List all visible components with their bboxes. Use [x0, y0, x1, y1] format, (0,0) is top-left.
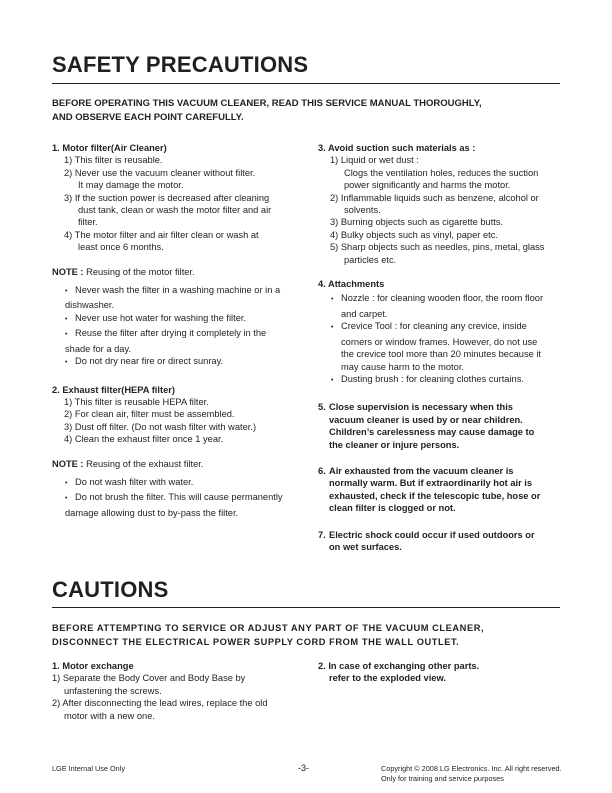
- cautions-right-column: [318, 660, 568, 685]
- motor-filter-note: [52, 266, 302, 278]
- list-item-continued: solvents.: [344, 205, 381, 216]
- list-item: 1) Separate the Body Cover and Body Base by: [52, 673, 246, 684]
- list-item-continued: filter.: [78, 217, 98, 228]
- cautions-title: CAUTIONS: [52, 577, 169, 602]
- list-item: 2) Never use the vacuum cleaner without filter.: [64, 167, 256, 178]
- bullet-icon: •: [65, 288, 68, 296]
- page-number: -3-: [298, 763, 309, 773]
- supervision-heading: 5. Close supervision is necessary when this vacuum cleaner is used by or near children. Children’s carelessness may cause damage to the cleaner or injure persons.: [318, 402, 535, 450]
- list-item: 4) Clean the exhaust filter once 1 year.: [64, 434, 224, 445]
- list-item-continued: particles etc.: [344, 254, 397, 265]
- exhaust-filter-section: [52, 384, 302, 446]
- list-item-continued: power significantly and harms the motor.: [344, 180, 511, 191]
- supervision-section: [318, 401, 568, 451]
- copyright-line: Only for training and service purposes: [381, 773, 504, 783]
- list-item-continued: unfastening the screws.: [64, 685, 162, 696]
- motor-exchange-heading: 1. Motor exchange: [52, 661, 134, 671]
- bullet-item-continued: may cause harm to the motor.: [341, 361, 464, 372]
- list-item: 3) Dust off filter. (Do not wash filter with water.): [64, 421, 257, 432]
- list-item: 4) Bulky objects such as vinyl, paper etc.: [330, 229, 498, 240]
- copyright-line: Copyright © 2008 LG Electronics. Inc. All right reserved.: [381, 764, 562, 773]
- note-label: NOTE :: [52, 458, 84, 469]
- list-item: 1) Liquid or wet dust :: [330, 155, 419, 166]
- note-text: Reusing of the motor filter.: [83, 266, 195, 277]
- safety-left-column: [52, 142, 302, 519]
- list-item: 1) This filter is reusable HEPA filter.: [64, 396, 209, 407]
- bullet-item-continued: and carpet.: [341, 308, 388, 319]
- safety-intro-line: BEFORE OPERATING THIS VACUUM CLEANER, READ THIS SERVICE MANUAL THOROUGHLY,: [52, 98, 482, 109]
- bullet-item: • Do not dry near fire or direct sunray.: [52, 355, 302, 369]
- list-item: 2) For clean air, filter must be assembled.: [64, 409, 235, 420]
- bullet-item-continued: damage allowing dust to by-pass the filter.: [65, 507, 239, 518]
- motor-filter-heading: 1. Motor filter(Air Cleaner): [52, 143, 167, 153]
- list-item: 3) Burning objects such as cigarette butts.: [330, 217, 504, 228]
- bullet-item: • Never use hot water for washing the filter.: [52, 312, 302, 326]
- exhaust-air-section: [318, 465, 568, 515]
- bullet-item-continued: shade for a day.: [65, 343, 131, 354]
- cautions-intro-line: BEFORE ATTEMPTING TO SERVICE OR ADJUST ANY PART OF THE VACUUM CLEANER,: [52, 623, 485, 633]
- list-item-continued: least once 6 months.: [78, 242, 164, 253]
- suction-section: [318, 142, 568, 266]
- list-item: 5) Sharp objects such as needles, pins, metal, glass: [330, 242, 545, 253]
- attachments-section: [318, 278, 568, 387]
- suction-heading: 3. Avoid suction such materials as :: [318, 143, 476, 153]
- list-item: 2) Inflammable liquids such as benzene, alcohol or: [330, 192, 539, 203]
- safety-right-column: [318, 142, 568, 565]
- bullet-item: • Crevice Tool : for cleaning any crevice, inside: [318, 320, 568, 334]
- motor-filter-bullets: [52, 284, 302, 369]
- footer-copyright: [381, 764, 581, 783]
- electric-shock-section: [318, 529, 568, 554]
- electric-shock-heading: 7. Electric shock could occur if used outdoors or on wet surfaces.: [318, 529, 535, 552]
- note-text: Reusing of the exhaust filter.: [83, 458, 204, 469]
- title-rule: [52, 607, 560, 608]
- other-parts-heading: 2. In case of exchanging other parts. refer to the exploded view.: [318, 661, 480, 684]
- list-item: 4) The motor filter and air filter clean or wash at: [64, 229, 259, 240]
- note-label: NOTE :: [52, 266, 84, 277]
- exhaust-filter-note: [52, 458, 302, 470]
- bullet-icon: •: [331, 376, 334, 384]
- exhaust-filter-heading: 2. Exhaust filter(HEPA filter): [52, 384, 175, 395]
- list-item: 3) If the suction power is decreased after cleaning: [64, 192, 270, 203]
- list-item-continued: It may damage the motor.: [78, 180, 184, 191]
- bullet-item-continued: the crevice tool more than 20 minutes because it: [341, 349, 541, 360]
- bullet-item: • Dusting brush : for cleaning clothes curtains.: [318, 373, 568, 387]
- bullet-icon: •: [331, 296, 334, 304]
- bullet-item: • Nozzle : for cleaning wooden floor, the room floor: [318, 292, 568, 306]
- exhaust-air-heading: 6. Air exhausted from the vacuum cleaner is normally warm. But if extraordinarily hot air is exhausted, check if the telescopic tube, hose or clean filter is clogged or not.: [318, 465, 541, 514]
- bullet-item-continued: corners or window frames. However, do not use: [341, 336, 538, 347]
- list-item-continued: motor with a new one.: [64, 710, 155, 721]
- list-item-continued: dust tank, clean or wash the motor filter and air: [78, 205, 272, 216]
- bullet-icon: •: [65, 479, 68, 487]
- list-item-continued: Clogs the ventilation holes, reduces the suction: [344, 167, 539, 178]
- attachments-heading: 4. Attachments: [318, 279, 385, 290]
- cautions-intro: [52, 621, 562, 649]
- safety-intro: [52, 97, 562, 125]
- cautions-intro-line: DISCONNECT THE ELECTRICAL POWER SUPPLY CORD FROM THE WALL OUTLET.: [52, 637, 460, 647]
- bullet-item: • Never wash the filter in a washing machine or in a: [52, 284, 302, 298]
- cautions-left-column: [52, 660, 302, 722]
- bullet-icon: •: [65, 359, 68, 367]
- bullet-icon: •: [65, 331, 68, 339]
- bullet-icon: •: [65, 315, 68, 323]
- footer-internal-use: LGE Internal Use Only: [52, 764, 126, 773]
- bullet-icon: •: [65, 495, 68, 503]
- list-item: 2) After disconnecting the lead wires, replace the old: [52, 698, 268, 709]
- motor-filter-section: [52, 142, 302, 254]
- safety-precautions-title: SAFETY PRECAUTIONS: [52, 52, 309, 77]
- bullet-item: • Do not wash filter with water.: [52, 476, 302, 490]
- bullet-icon: •: [331, 324, 334, 332]
- bullet-item: • Reuse the filter after drying it completely in the: [52, 327, 302, 341]
- list-item: 1) This filter is reusable.: [64, 155, 163, 166]
- safety-intro-line: AND OBSERVE EACH POINT CAREFULLY.: [52, 112, 244, 123]
- bullet-item: • Do not brush the filter. This will cause permanently: [52, 491, 302, 505]
- exhaust-filter-bullets: [52, 476, 302, 519]
- bullet-item-continued: dishwasher.: [65, 300, 115, 311]
- title-rule: [52, 83, 560, 84]
